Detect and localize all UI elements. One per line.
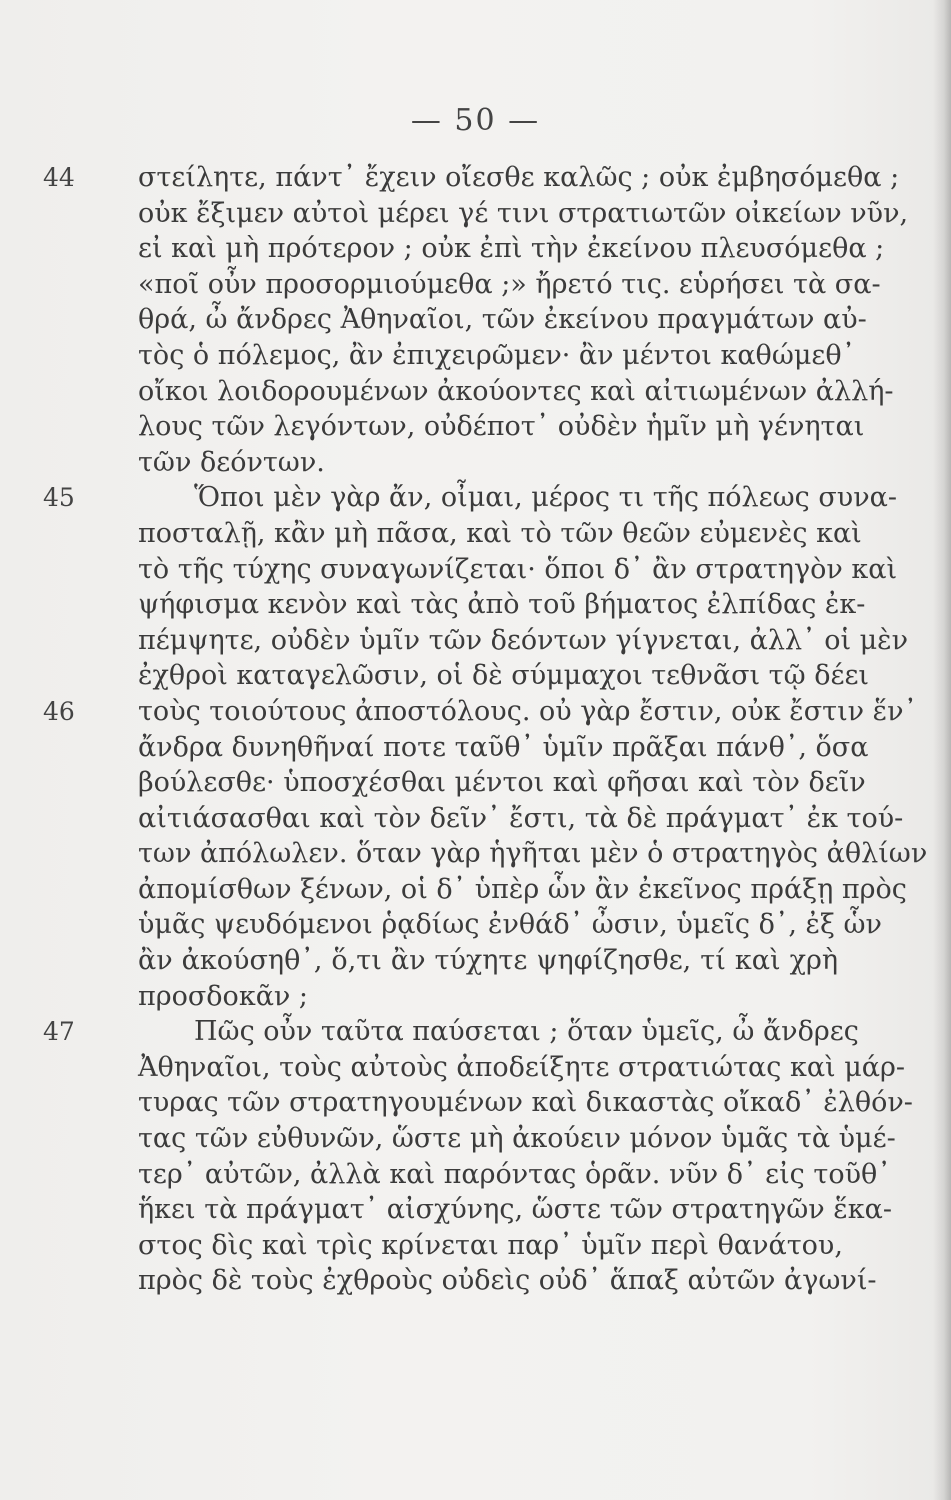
text-line: τῶν δεόντων.: [138, 446, 325, 478]
text-line: τὸς ὁ πόλεμος, ἂν ἐπιχειρῶμεν· ἂν μέντοι καθώμεθ᾽: [138, 339, 856, 371]
line-text: Πῶς οὖν ταῦτα παύσεται ; ὅταν ὑμεῖς, ὦ ἄνδρες: [194, 1016, 859, 1048]
text-line: εἰ καὶ μὴ πρότερον ; οὐκ ἐπὶ τὴν ἐκείνου πλευσόμεθα ;: [138, 233, 885, 265]
page-edge-shadow: [933, 0, 951, 1500]
section-number: 47: [43, 1017, 75, 1047]
text-line: τερ᾽ αὐτῶν, ἀλλὰ καὶ παρόντας ὁρᾶν. νῦν δ᾽ εἰς τοῦθ᾽: [138, 1158, 891, 1190]
text-body: [43, 160, 928, 1299]
line-text: Ὅποι μὲν γὰρ ἄν, οἶμαι, μέρος τι τῆς πόλεως συνα-: [194, 482, 897, 514]
text-line: ἂν ἀκούσηθ᾽, ὅ,τι ἂν τύχητε ψηφίζησθε, τί καὶ χρὴ: [138, 945, 838, 977]
text-line: τὸ τῆς τύχης συναγωνίζεται· ὅποι δ᾽ ἂν στρατηγὸν καὶ: [138, 553, 898, 585]
text-line: ἐχθροὶ καταγελῶσιν, οἱ δὲ σύμμαχοι τεθνᾶσι τῷ δέει: [138, 660, 870, 692]
text-line: «ποῖ οὖν προσορμιούμεθα ;» ἤρετό τις. εὑρήσει τὰ σα-: [138, 268, 881, 300]
text-line: ἥκει τὰ πράγματ᾽ αἰσχύνης, ὥστε τῶν στρατηγῶν ἕκα-: [138, 1194, 893, 1226]
text-line: ἀπομίσθων ξένων, οἱ δ᾽ ὑπὲρ ὧν ἂν ἐκεῖνος πράξῃ πρὸς: [138, 873, 907, 905]
text-line: βούλεσθε· ὑποσχέσθαι μέντοι καὶ φῆσαι καὶ τὸν δεῖν: [138, 767, 866, 799]
section-number: 45: [43, 483, 75, 513]
text-line: θρά, ὦ ἄνδρες Ἀθηναῖοι, τῶν ἐκείνου πραγμάτων αὐ-: [138, 304, 867, 336]
text-line: [43, 1014, 859, 1050]
text-line: ψήφισμα κενὸν καὶ τὰς ἀπὸ τοῦ βήματος ἐλπίδας ἐκ-: [138, 589, 866, 621]
text-line: στος δὶς καὶ τρὶς κρίνεται παρ᾽ ὑμῖν περὶ θανάτου,: [138, 1229, 843, 1261]
text-line: Ἀθηναῖοι, τοὺς αὐτοὺς ἀποδείξητε στρατιώτας καὶ μάρ-: [138, 1051, 905, 1083]
text-line: πέμψητε, οὐδὲν ὑμῖν τῶν δεόντων γίγνεται, ἀλλ᾽ οἱ μὲν: [138, 624, 909, 656]
text-line: οἴκοι λοιδορουμένων ἀκούοντες καὶ αἰτιωμένων ἀλλή-: [138, 375, 894, 407]
text-line: των ἀπόλωλεν. ὅταν γὰρ ἡγῆται μὲν ὁ στρατηγὸς ἀθλίων: [138, 838, 928, 870]
text-line: [43, 160, 900, 196]
page-number: — 50 —: [410, 103, 541, 138]
text-line: ἄνδρα δυνηθῆναί ποτε ταῦθ᾽ ὑμῖν πρᾶξαι πάνθ᾽, ὅσα: [138, 731, 869, 763]
text-line: πρὸς δὲ τοὺς ἐχθροὺς οὐδεὶς οὐδ᾽ ἅπαξ αὐτῶν ἀγωνί-: [138, 1265, 877, 1297]
section-number: 46: [43, 696, 75, 726]
text-line: λους τῶν λεγόντων, οὐδέποτ᾽ οὐδὲν ἡμῖν μὴ γένηται: [138, 411, 865, 443]
text-line: τας τῶν εὐθυνῶν, ὥστε μὴ ἀκούειν μόνον ὑμᾶς τὰ ὑμέ-: [138, 1123, 896, 1155]
text-line: ὑμᾶς ψευδόμενοι ῥᾳδίως ἐνθάδ᾽ ὦσιν, ὑμεῖς δ᾽, ἐξ ὧν: [138, 909, 882, 941]
text-line: οὐκ ἔξιμεν αὐτοὶ μέρει γέ τινι στρατιωτῶν οἰκείων νῦν,: [138, 197, 909, 229]
text-line: ποσταλῇ, κἂν μὴ πᾶσα, καὶ τὸ τῶν θεῶν εὐμενὲς καὶ: [138, 517, 862, 549]
text-line: [43, 480, 897, 516]
line-text: τοὺς τοιούτους ἀποστόλους. οὐ γὰρ ἔστιν, οὐκ ἔστιν ἕν᾽: [138, 695, 918, 727]
text-line: προσδοκᾶν ;: [138, 980, 309, 1012]
section-number: 44: [43, 163, 75, 192]
text-line: [43, 694, 918, 730]
text-line: τυρας τῶν στρατηγουμένων καὶ δικαστὰς οἴκαδ᾽ ἐλθόν-: [138, 1087, 913, 1119]
line-text: στείλητε, πάντ᾽ ἔχειν οἴεσθε καλῶς ; οὐκ ἐμβησόμεθα ;: [138, 162, 900, 193]
text-line: αἰτιάσασθαι καὶ τὸν δεῖν᾽ ἔστι, τὰ δὲ πράγματ᾽ ἐκ τού-: [138, 802, 904, 834]
